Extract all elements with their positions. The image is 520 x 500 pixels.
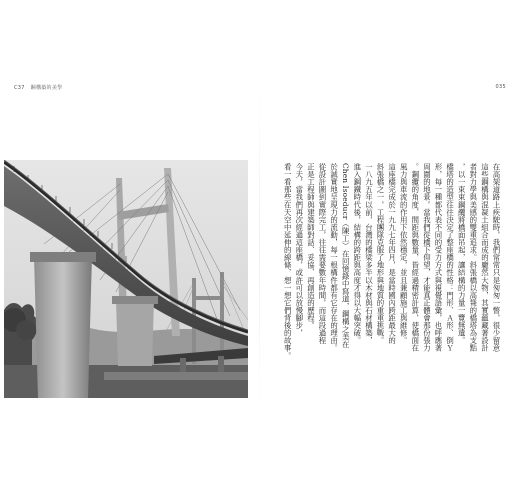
text-column: 這些鋼構與混凝土組合而成的龐然大物，其實蘊藏著設計 — [480, 163, 490, 352]
right-running-head — [496, 84, 506, 94]
text-column: 今天，當我們再次經過這座橋，或許可以放慢腳步， — [294, 163, 304, 337]
text-column: 斜張橋之一，工程團隊克服了地形與地質的重重挑戰。 — [376, 163, 385, 345]
text-column: 形，每一種都代表不同的受力方式與視覺語彙，也呼應著 — [434, 163, 443, 352]
text-column: 周圍的地景。當我們從橋下仰望，才能真正體會那份張力 — [422, 163, 432, 352]
text-column: ，以一束束鋼纜將橋面吊起，讓結構的力量一覽無遺。 — [457, 163, 467, 345]
text-column: Chen Isoeducr（陳工）在回憶錄中寫道，鋼構之美在 — [341, 163, 351, 348]
text-column: 一八九五年以前，台灣的橋梁多半以木材與石材構築， — [364, 163, 374, 345]
text-column: 看一看那些在天空中延伸的線條，想一想它們背後的故事。 — [283, 163, 293, 360]
left-running-head — [14, 84, 62, 94]
text-column: 於誠實地呈現力的流動，每一根構件都有它存在的理由。 — [329, 163, 339, 352]
text-column: 從設計圖到實際完工，往往需要數年時間，而這段過程 — [318, 163, 327, 345]
text-column: 進入鋼鐵時代後，結構的跨距與高度才得以大幅突破。 — [352, 163, 362, 345]
text-column: 。鋼纜的角度、間距與數量，皆經過精密計算，使橋面在 — [410, 163, 420, 352]
text-column: 者對力學與美感的雙重追求。斜張橋以高聳的橋塔為支點 — [468, 163, 478, 352]
text-column: 這座橋完成於一九九七年四月，是當時國內跨距最大的 — [387, 163, 397, 345]
text-column: 正是工程師與建築師對話、妥協、再創造的歷程。 — [306, 163, 316, 330]
book-gutter — [259, 80, 260, 420]
right-page-number: 035 — [495, 84, 506, 90]
text-column: 橋塔的造型往往決定了整座橋的性格：門形、Ａ形、倒Ｙ — [445, 163, 455, 352]
text-column: 在高架道路上疾駛時，我們常常只是匆匆一瞥，很少留意 — [492, 163, 501, 352]
body-text — [281, 163, 501, 397]
left-page-number: C37 — [14, 85, 25, 91]
text-column: 風力與車流的作用下依然穩定，並且兼顧施工與維修。 — [399, 163, 409, 345]
bridge-photo — [4, 160, 248, 398]
bridge-photo-image — [4, 160, 248, 398]
left-running-title: 鋼構築的美學 — [30, 85, 63, 91]
